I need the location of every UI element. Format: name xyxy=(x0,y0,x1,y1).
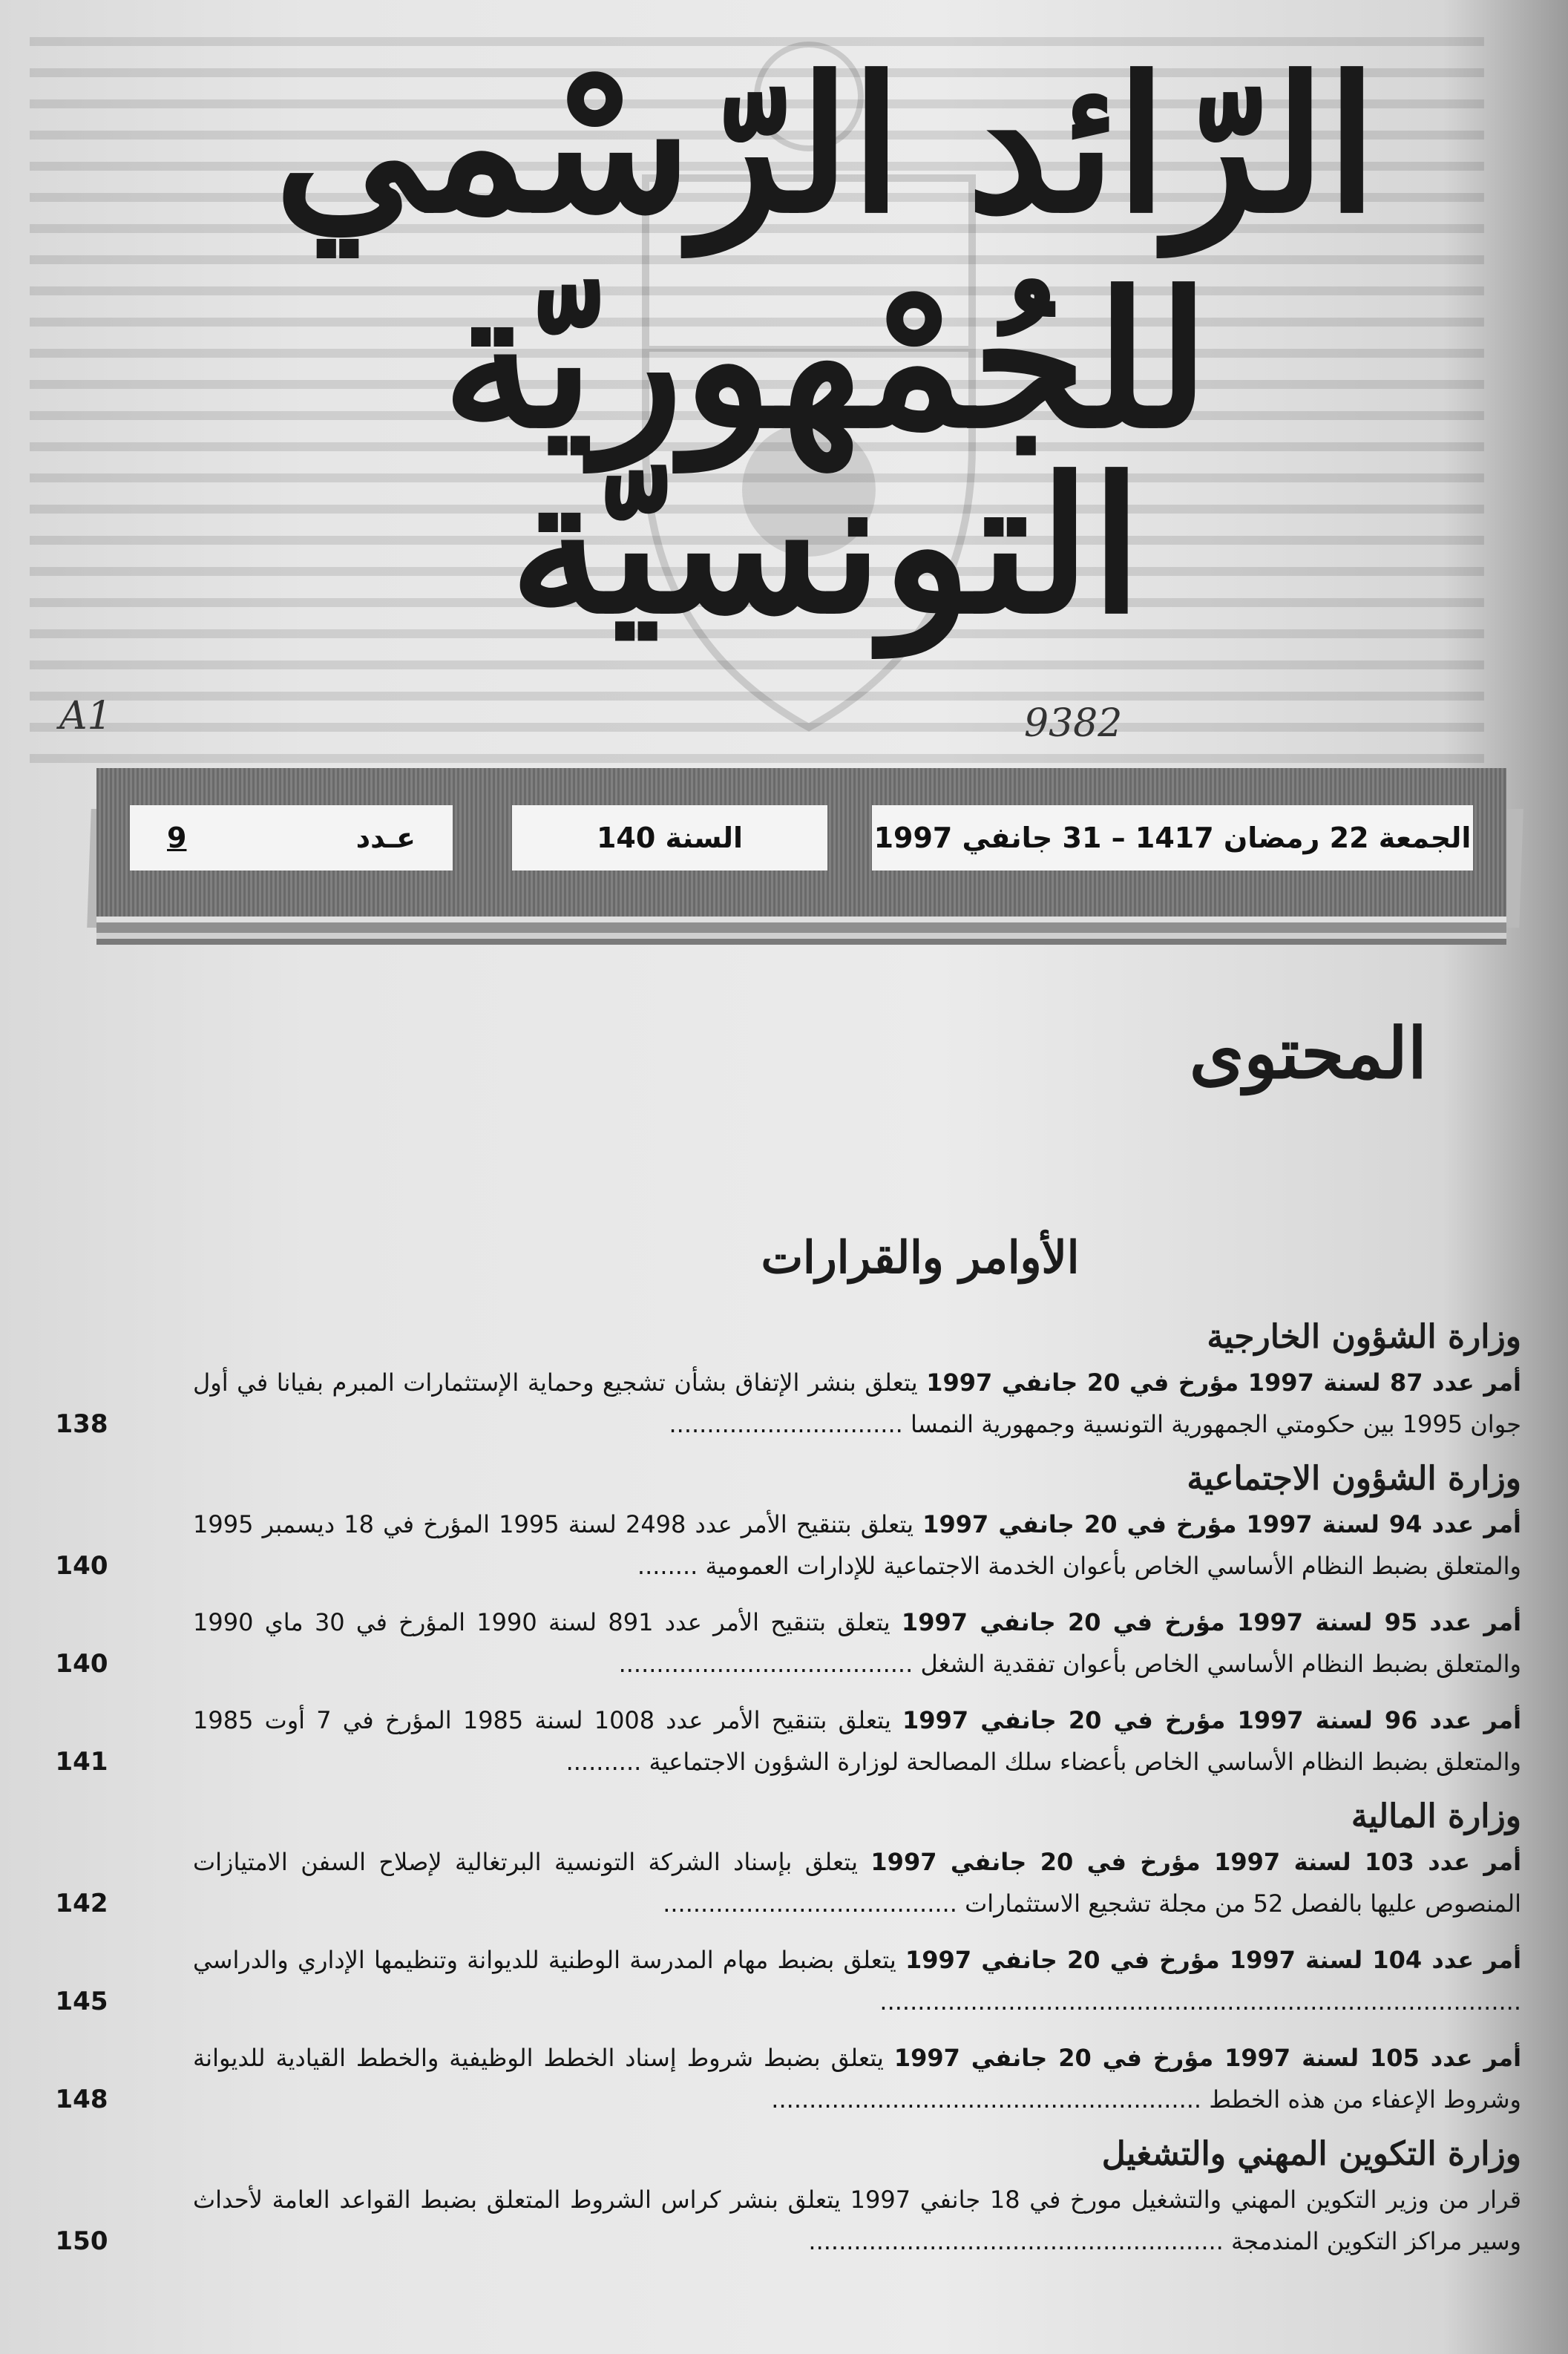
masthead-line-1: الرّائد الرّسْمي xyxy=(274,36,1378,254)
issue-number-box xyxy=(130,805,453,871)
ministry-heading: وزارة الشؤون الاجتماعية xyxy=(1187,1460,1521,1498)
entry-text: قرار من وزير التكوين المهني والتشغيل مورخ في 18 جانفي 1997 يتعلق بنشر كراس الشروط المتعلق بضبط القواعد العامة لأحداث وسير مراكز التكوين المندمجة xyxy=(193,2186,1522,2255)
entry-leader-dots: ......................................................... xyxy=(771,2085,1202,2114)
issue-label: عـدد xyxy=(355,822,416,854)
ministry-heading: وزارة التكوين المهني والتشغيل xyxy=(1101,2135,1521,2173)
entry-leader-dots: ....................................................... xyxy=(808,2227,1224,2255)
toc-entry xyxy=(55,1601,1522,1685)
entry-lead: أمر عدد 87 لسنة 1997 مؤرخ في 20 جانفي 1997 xyxy=(926,1368,1522,1397)
handwritten-mark: A1 xyxy=(59,694,112,738)
entry-text: يتعلق بنشر الإتفاق بشأن تشجيع وحماية الإستثمارات المبرم بفيانا في أول جوان 1995 بين حكومتي الجمهورية التونسية وجمهورية النمسا xyxy=(193,1368,1521,1438)
ministry-heading: وزارة المالية xyxy=(1351,1797,1521,1835)
entry-leader-dots: ....................................... xyxy=(618,1650,913,1678)
entry-lead: أمر عدد 105 لسنة 1997 مؤرخ في 20 جانفي 1997 xyxy=(893,2044,1522,2072)
entry-leader-dots: ..................................................................................... xyxy=(879,1987,1521,2016)
entry-lead: أمر عدد 95 لسنة 1997 مؤرخ في 20 جانفي 1997 xyxy=(901,1608,1522,1636)
newspaper-masthead xyxy=(269,36,1382,655)
contents-heading: المحتوى xyxy=(1189,1013,1427,1095)
entry-page-number: 150 xyxy=(55,2226,108,2256)
entry-text: يتعلق بتنقيح الأمر عدد 2498 لسنة 1995 المؤرخ في 18 ديسمبر 1995 والمتعلق بضبط النظام الأساسي الخاص بأعوان الخدمة الاجتماعية للإدارات العمومية xyxy=(193,1510,1521,1580)
entry-leader-dots: ............................... xyxy=(669,1410,903,1438)
entry-page-number: 145 xyxy=(55,1987,108,2016)
entry-page-number: 138 xyxy=(55,1409,108,1439)
entry-lead: أمر عدد 104 لسنة 1997 مؤرخ في 20 جانفي 1997 xyxy=(905,1946,1522,1974)
entry-text: يتعلق بضبط شروط إسناد الخطط الوظيفية والخطط القيادية للديوانة وشروط الإعفاء من هذه الخطط xyxy=(193,2044,1521,2114)
section-heading: الأوامر والقرارات xyxy=(761,1232,1080,1284)
table-of-contents xyxy=(55,1306,1522,2277)
entry-leader-dots: ........ xyxy=(637,1552,698,1580)
entry-text: يتعلق بإسناد الشركة التونسية البرتغالية لإصلاح السفن الامتيازات المنصوص عليها بالفصل 52 من مجلة تشجيع الاستثمارات xyxy=(193,1848,1521,1918)
entry-page-number: 140 xyxy=(55,1551,108,1581)
handwritten-number: 9382 xyxy=(1024,701,1123,746)
toc-entry xyxy=(55,2179,1522,2262)
issue-year: السنة 140 xyxy=(512,805,827,871)
entry-leader-dots: ....................................... xyxy=(663,1889,957,1918)
entry-page-number: 142 xyxy=(55,1889,108,1918)
toc-entry xyxy=(55,1939,1522,2022)
entry-lead: أمر عدد 103 لسنة 1997 مؤرخ في 20 جانفي 1997 xyxy=(870,1848,1522,1876)
issue-date: الجمعة 22 رمضان 1417 – 31 جانفي 1997 xyxy=(872,805,1473,871)
entry-page-number: 148 xyxy=(55,2085,108,2114)
toc-entry xyxy=(55,1841,1522,1924)
entry-lead: أمر عدد 96 لسنة 1997 مؤرخ في 20 جانفي 1997 xyxy=(902,1706,1522,1734)
entry-lead: أمر عدد 94 لسنة 1997 مؤرخ في 20 جانفي 1997 xyxy=(922,1510,1522,1538)
issue-number: 9 xyxy=(167,822,187,854)
ministry-heading: وزارة الشؤون الخارجية xyxy=(1207,1318,1521,1356)
toc-entry xyxy=(55,1699,1522,1783)
toc-entry xyxy=(55,1504,1522,1587)
entry-text: يتعلق بتنقيح الأمر عدد 891 لسنة 1990 المؤرخ في 30 ماي 1990 والمتعلق بضبط النظام الأساسي الخاص بأعوان تفقدية الشغل xyxy=(193,1608,1521,1678)
entry-text: يتعلق بضبط مهام المدرسة الوطنية للديوانة وتنظيمها الإداري والدراسي xyxy=(193,1946,896,1974)
entry-page-number: 141 xyxy=(55,1747,108,1777)
toc-entry xyxy=(55,2037,1522,2120)
entry-text: يتعلق بتنقيح الأمر عدد 1008 لسنة 1985 المؤرخ في 7 أوت 1985 والمتعلق بضبط النظام الأساسي الخاص بأعضاء سلك المصالحة لوزارة الشؤون الاجتماعية xyxy=(193,1706,1521,1776)
entry-page-number: 140 xyxy=(55,1649,108,1679)
toc-entry xyxy=(55,1362,1522,1445)
masthead-line-2: للجُمْهوريّة التونسيّة xyxy=(442,251,1210,655)
entry-leader-dots: .......... xyxy=(565,1748,642,1776)
